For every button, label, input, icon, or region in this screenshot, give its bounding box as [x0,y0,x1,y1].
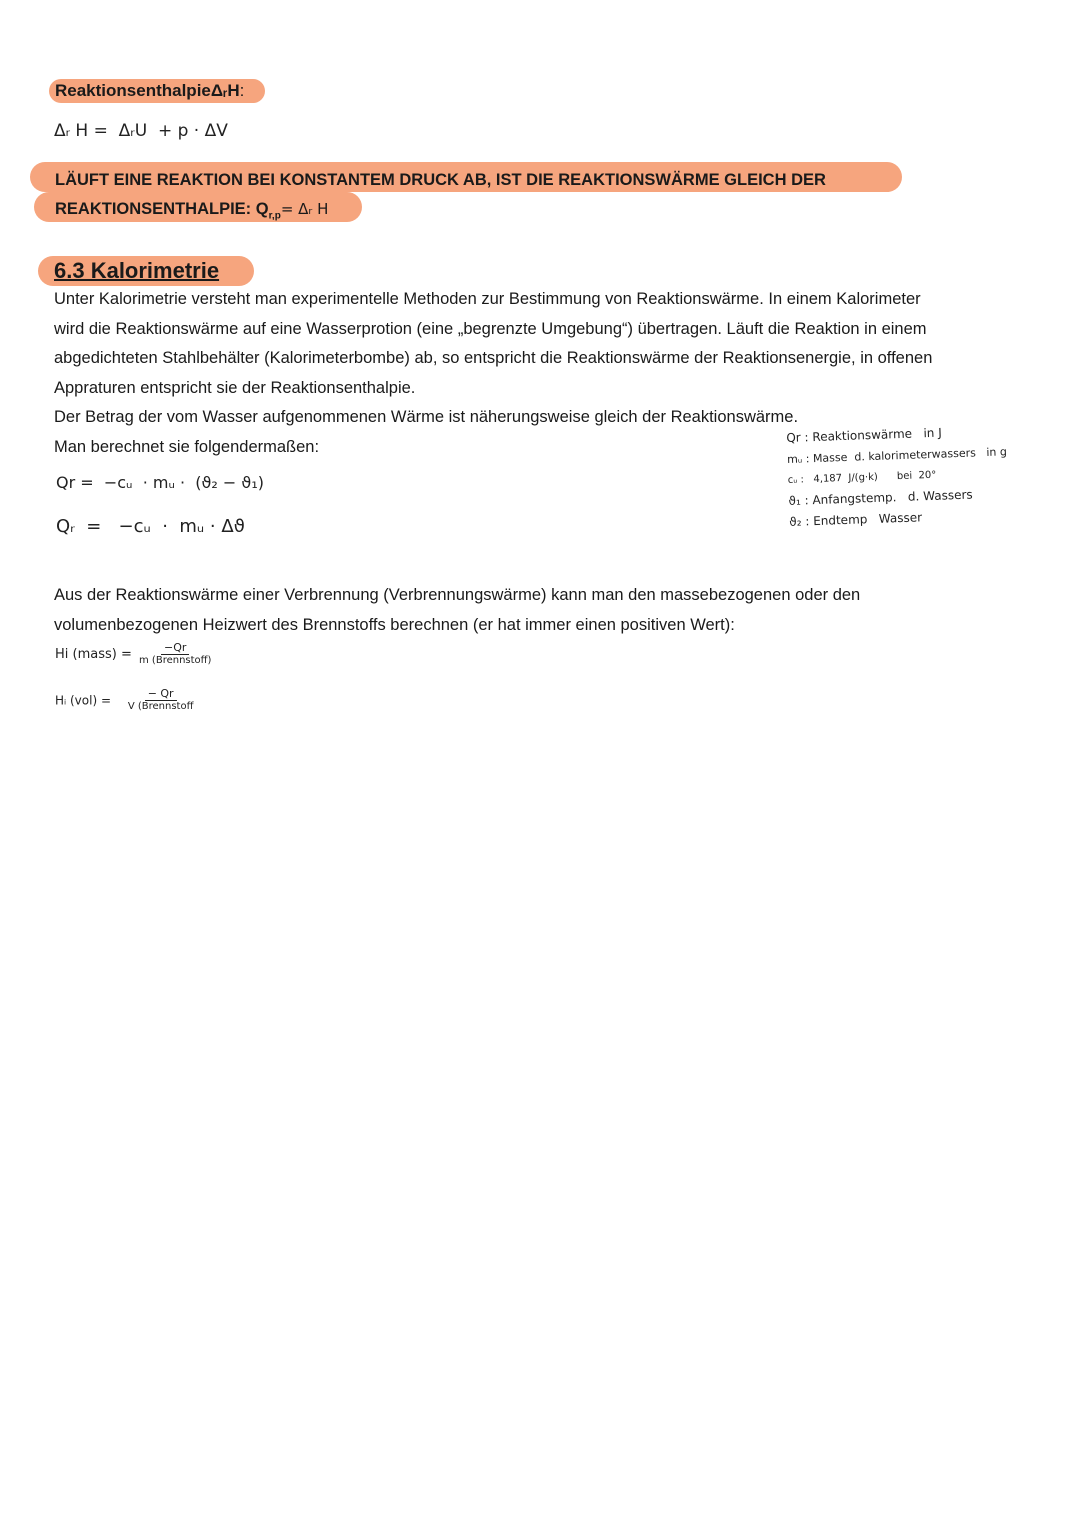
heizwert-paragraph [54,581,1054,640]
hi-mass-denominator: m (Brennstoff) [139,655,212,666]
legend-item: ϑ₂ : Endtemp Wasser [789,510,923,529]
hi-mass-fraction [136,642,214,667]
hi-mass-numerator: −Qr [161,642,189,655]
hi-vol-fraction [125,688,197,713]
paragraph-line: Aus der Reaktionswärme einer Verbrennung (Verbrennungswärme) kann man den massebezogenen oder den [54,586,861,604]
paragraph-line: volumenbezogenen Heizwert des Brennstoffs berechnen (er hat immer einen positiven Wert): [54,615,735,634]
statement-line1: LÄUFT EINE REAKTION BEI KONSTANTEM DRUCK AB, IST DIE REAKTIONSWÄRME GLEICH DER [55,171,826,189]
paragraph-line: Appraturen entspricht sie der Reaktionsenthalpie. [54,378,416,397]
heading-colon: : [239,81,245,100]
statement-subscript: r,p [268,210,281,222]
heat-formula-1: Qr = −cᵤ · mᵤ · (ϑ₂ − ϑ₁) [56,473,264,492]
hi-vol-denominator: V (Brennstoff [127,701,194,712]
hi-mass-lhs: Hi (mass) = [55,647,132,662]
legend-item: ϑ₁ : Anfangstemp. d. Wassers [788,487,973,508]
hi-vol-lhs: Hᵢ (vol) = [55,693,111,708]
legend-item: Qr : Reaktionswärme in J [786,425,942,445]
paragraph-line: abgedichteten Stahlbehälter (Kalorimeterbombe) ab, so entspricht die Reaktionswärme der Reaktionsenergie, in offenen [54,349,933,367]
reaktionsenthalpie-heading [55,81,244,101]
reaktionsenthalpie-heading-text: ReaktionsenthalpieΔᵣH [55,81,240,100]
legend-item: cᵤ : 4,187 J/(g·k) bei 20° [787,469,937,486]
kalorimetrie-heading: 6.3 Kalorimetrie [54,258,220,283]
heizwert-mass-formula [55,642,214,667]
paragraph-line: Man berechnet sie folgendermaßen: [54,437,320,456]
statement-line2-text: REAKTIONSENTHALPIE: Q [55,200,269,218]
statement-line2 [55,200,328,221]
legend-item: mᵤ : Masse d. kalorimeterwassers in g [786,445,1008,466]
heizwert-vol-formula [55,688,196,713]
enthalpy-formula: Δᵣ H = ΔᵣU + p · ΔV [54,121,228,141]
variable-legend [786,420,1009,533]
paragraph-line: Der Betrag der vom Wasser aufgenommenen Wärme ist näherungsweise gleich der Reaktionswärme. [54,408,799,426]
statement-line2-rest: = Δᵣ H [280,200,329,218]
paragraph-line: wird die Reaktionswärme auf eine Wasserprotion (eine „begrenzte Umgebung“) übertragen. Läuft die Reaktion in einem [54,319,927,338]
paragraph-line: Unter Kalorimetrie versteht man experimentelle Methoden zur Bestimmung von Reaktionswärme. In einem Kalorimeter [54,290,921,308]
hi-vol-numerator: − Qr [145,688,177,701]
heat-formula-2: Qᵣ = −cᵤ · mᵤ · Δϑ [56,516,245,537]
